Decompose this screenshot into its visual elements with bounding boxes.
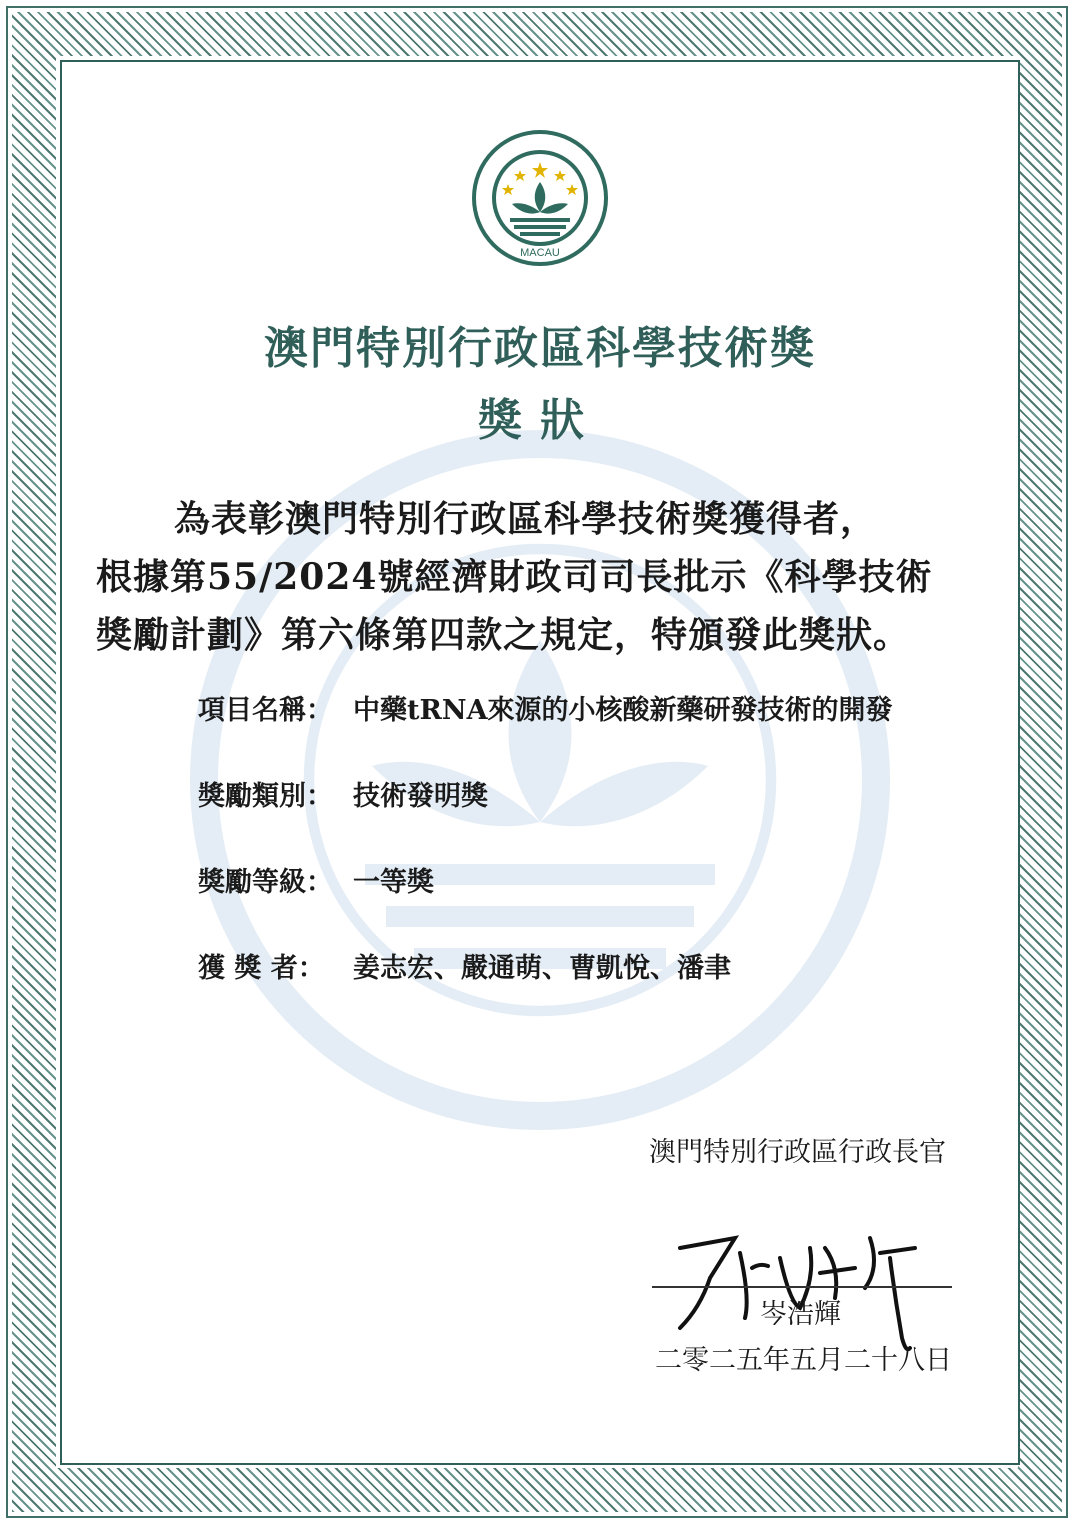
field-label: 獎勵類別：	[198, 781, 333, 812]
citation-line-3: 獎勵計劃》第六條第四款之規定，特頒發此獎狀。	[96, 614, 911, 656]
field-value: 姜志宏、嚴通萌、曹凱悅、潘聿	[353, 953, 731, 984]
signature-block	[600, 1120, 980, 1380]
field-project-name	[198, 688, 893, 727]
field-label: 項目名稱：	[198, 695, 333, 726]
issue-date: 二零二五年五月二十八日	[655, 1345, 952, 1376]
field-label: 獲 獎 者：	[198, 953, 325, 984]
field-recipients	[198, 946, 731, 985]
signer-name: 岑浩輝	[760, 1299, 841, 1330]
field-award-level	[198, 860, 434, 899]
field-value: 一等獎	[353, 867, 434, 898]
signature-line	[652, 1286, 952, 1288]
macau-emblem	[470, 128, 610, 268]
handwritten-signature	[640, 1208, 960, 1358]
citation-paragraph	[96, 490, 976, 664]
certificate-title: 澳門特別行政區科學技術獎	[264, 323, 816, 374]
field-value: 中藥tRNA來源的小核酸新藥研發技術的開發	[353, 695, 893, 726]
certificate-subtitle: 獎狀	[478, 395, 602, 446]
emblem-caption: MACAU	[520, 247, 560, 259]
field-award-category	[198, 774, 488, 813]
citation-line-1: 為表彰澳門特別行政區科學技術獎獲得者，	[174, 498, 878, 540]
field-label: 獎勵等級：	[198, 867, 333, 898]
issuer-title: 澳門特別行政區行政長官	[649, 1137, 946, 1168]
citation-line-2: 根據第55/2024號經濟財政司司長批示《科學技術	[96, 556, 933, 598]
field-value: 技術發明獎	[353, 781, 488, 812]
